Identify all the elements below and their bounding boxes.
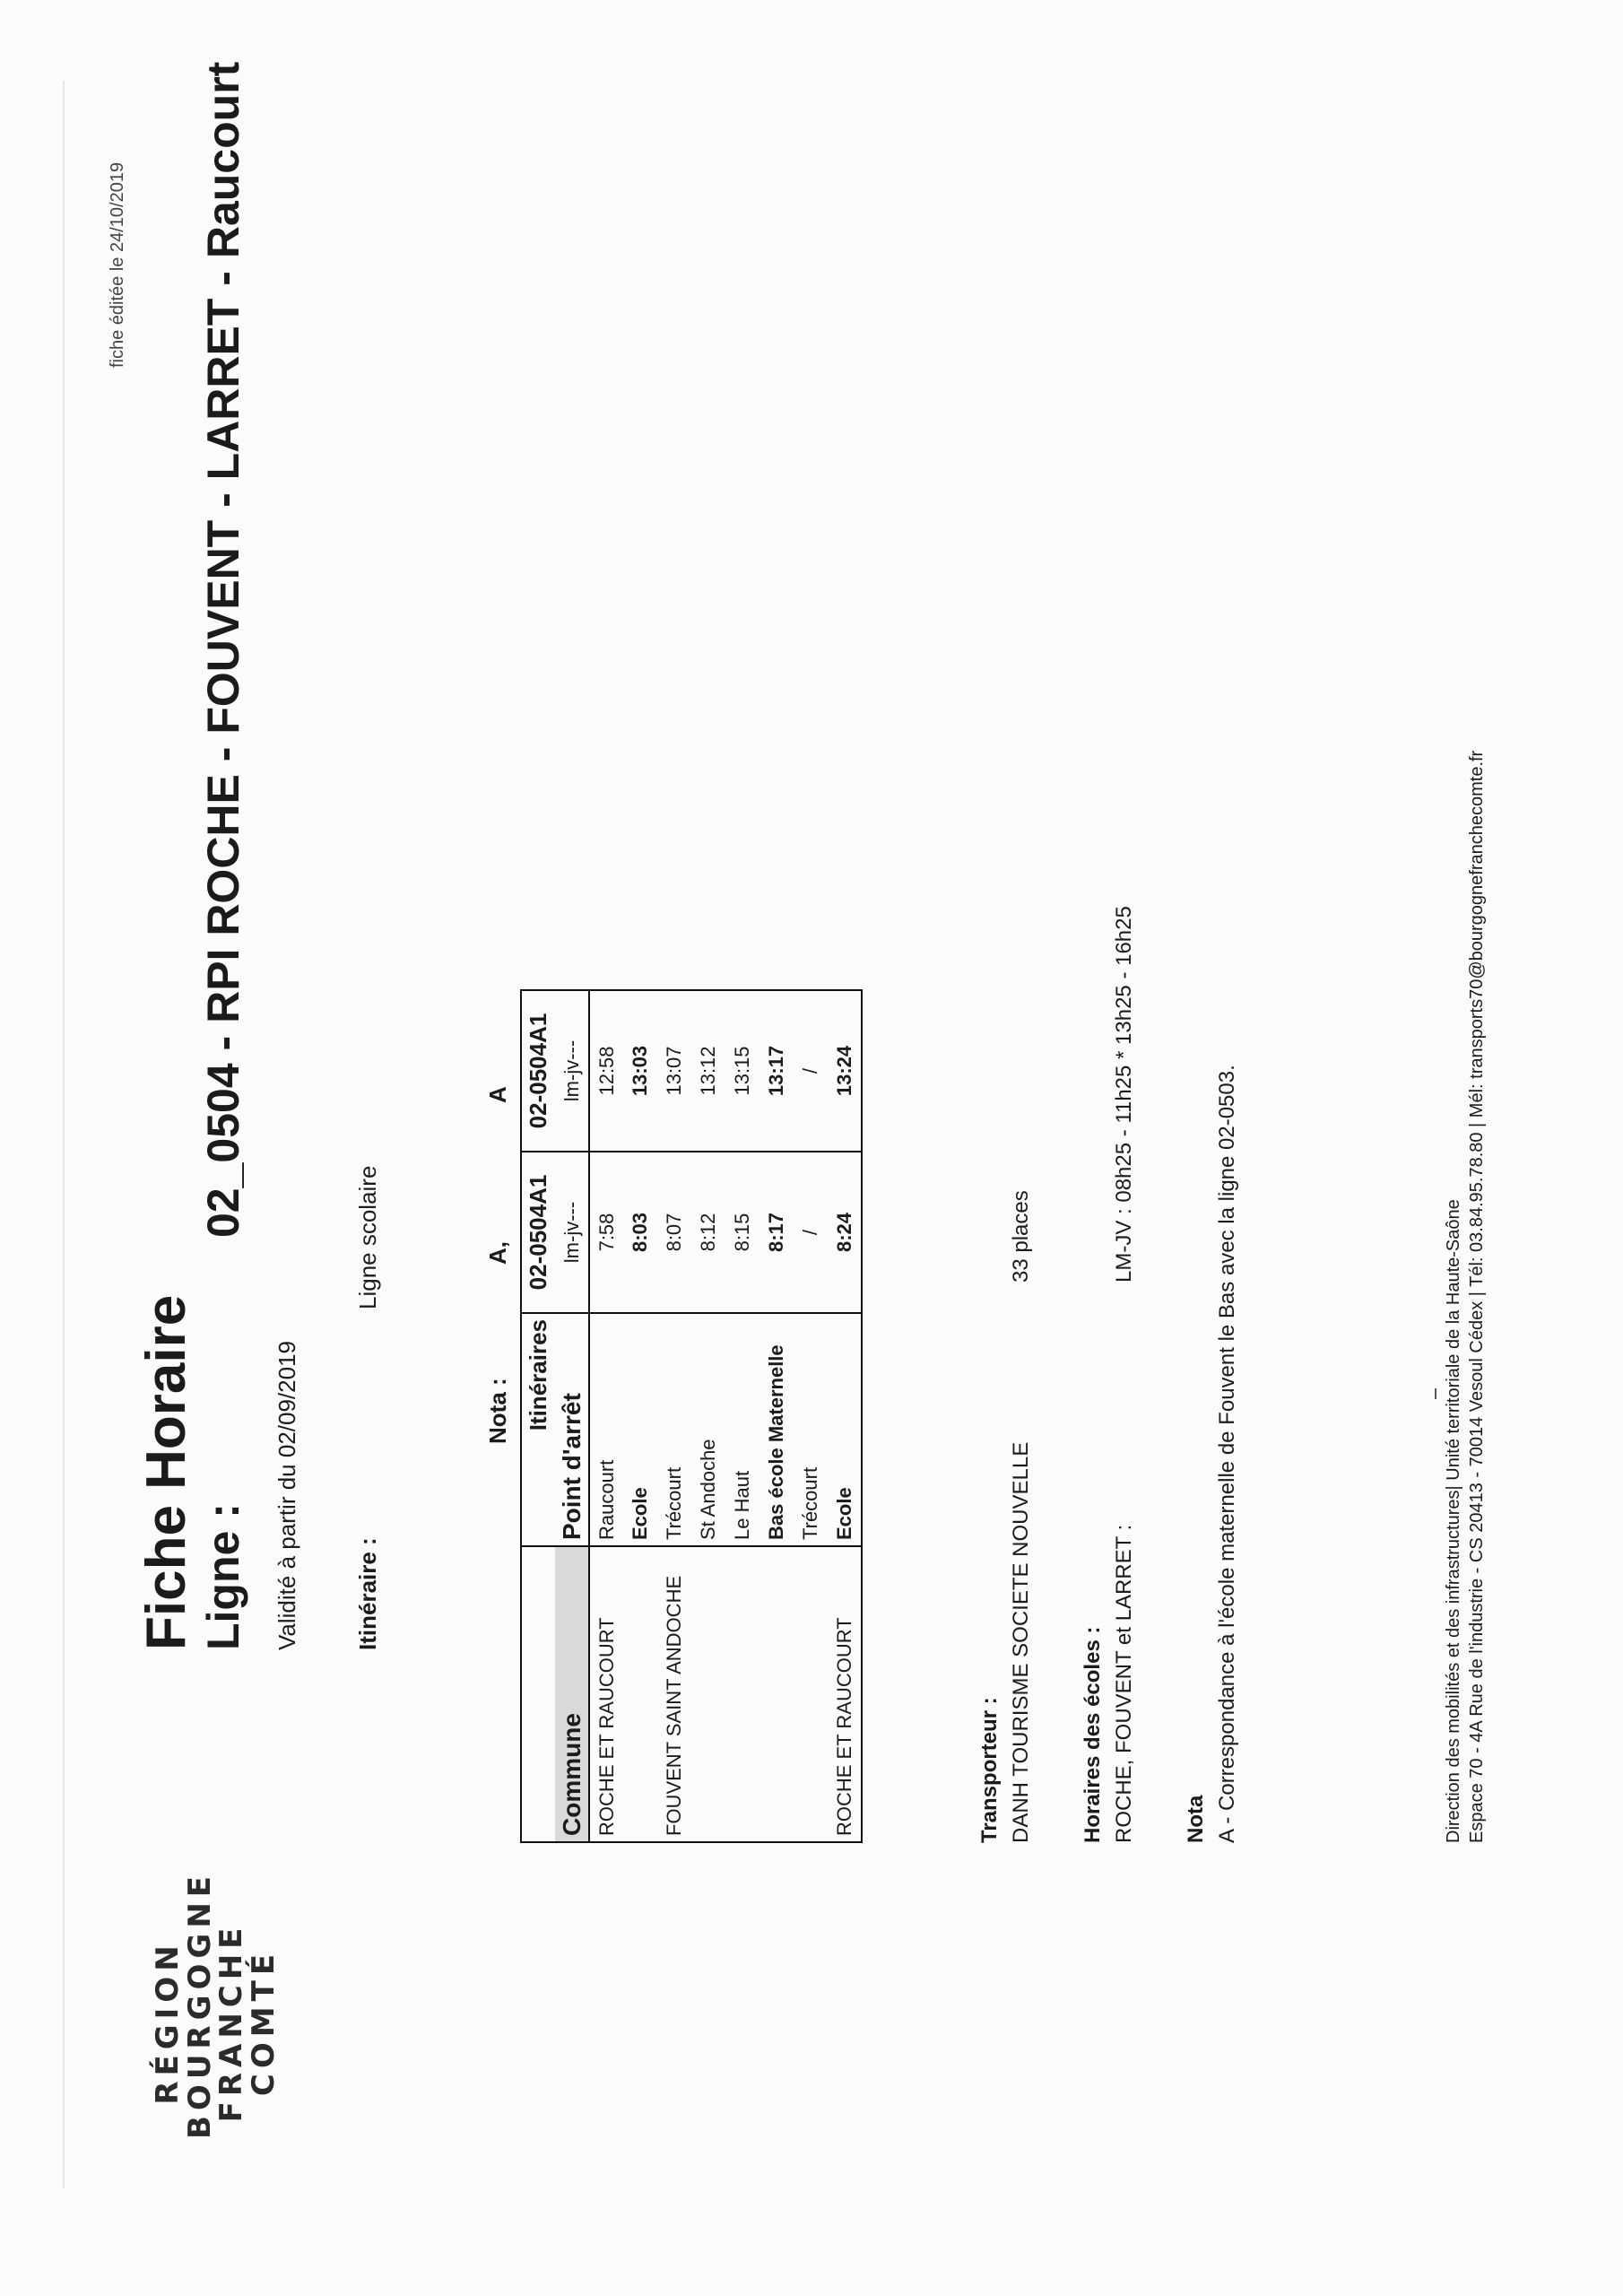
logo-line: RÉGION [150, 1940, 186, 2105]
commune-cell [691, 1546, 725, 1842]
logo-line: COMTÉ [246, 1948, 282, 2097]
nota-text: A - Correspondance à l'école maternelle de Fouvent le Bas avec la ligne 02-0503. [1215, 1065, 1239, 1843]
transporteur-name: DANH TOURISME SOCIETE NOUVELLE [1009, 1441, 1033, 1843]
page-title: Fiche Horaire [135, 1294, 197, 1650]
horaires-ecoles: ROCHE, FOUVENT et LARRET : [1112, 1524, 1136, 1843]
commune-cell: FOUVENT SAINT ANDOCHE [657, 1546, 691, 1842]
footer-line-1: Direction des mobilités et des infrastructures| Unité territoriale de la Haute-Saône [1444, 1199, 1463, 1843]
commune-cell [794, 1546, 828, 1842]
commune-cell [623, 1546, 657, 1842]
time-cell: 8:03 [623, 1152, 657, 1313]
itinerary-header-row [521, 990, 555, 1842]
edition-date: fiche éditée le 24/10/2019 [108, 161, 127, 368]
stop-cell: Trécourt [657, 1313, 691, 1546]
time-cell: 8:17 [759, 1152, 794, 1313]
horaires-label: Horaires des écoles : [1081, 1626, 1105, 1843]
time-cell: 8:15 [725, 1152, 759, 1313]
itinerary-label: Itinéraire : [354, 1537, 381, 1650]
logo-line: BOURGOGNE [181, 1870, 218, 2139]
time-cell: 13:15 [731, 1046, 753, 1096]
time-cell: 8:12 [691, 1152, 725, 1313]
time-cell: 8:24 [828, 1152, 862, 1313]
time-cell: 13:17 [765, 1045, 787, 1097]
nota-col-1: A, [484, 1241, 511, 1265]
horaires-times: LM-JV : 08h25 - 11h25 * 13h25 - 16h25 [1112, 906, 1136, 1283]
commune-cell [759, 1546, 794, 1842]
stop-cell: Raucourt [589, 1313, 623, 1546]
table-row [589, 990, 623, 1842]
itineraires-label: Itinéraires [521, 1313, 555, 1546]
stop-cell: St Andoche [691, 1313, 725, 1546]
stop-cell: Le Haut [725, 1313, 759, 1546]
commune-cell: ROCHE ET RAUCOURT [589, 1546, 623, 1842]
stop-cell: Ecole [828, 1313, 862, 1546]
schedule-rows [589, 990, 862, 1842]
commune-cell: ROCHE ET RAUCOURT [828, 1546, 862, 1842]
time-cell: 8:07 [657, 1152, 691, 1313]
time-cell: 13:24 [832, 1045, 855, 1097]
time-cell: 12:58 [595, 1046, 618, 1096]
transporteur-label: Transporteur : [977, 1697, 1002, 1843]
table-row [759, 990, 794, 1842]
stop-cell: Trécourt [794, 1313, 828, 1546]
ligne-name: 02_0504 - RPI ROCHE - FOUVENT - LARRET - Raucourt [198, 61, 248, 1238]
point-header: Point d'arrêt [555, 1313, 589, 1546]
nota-label: Nota : [484, 1378, 511, 1444]
nota-col-2: A [484, 1086, 511, 1103]
time-cell: 13:03 [629, 1045, 651, 1097]
stop-cell: Ecole [623, 1313, 657, 1546]
commune-header: Commune [555, 1546, 589, 1842]
table-row [657, 990, 691, 1842]
table-row [725, 990, 759, 1842]
time-cell: 13:12 [697, 1046, 719, 1096]
commune-cell [725, 1546, 759, 1842]
ligne-label: Ligne : [198, 1503, 248, 1650]
days-col-1: lm-jv--- [555, 1152, 589, 1313]
table-row [691, 990, 725, 1842]
logo-line: FRANCHE [213, 1922, 250, 2123]
time-cell: / [799, 1067, 821, 1074]
time-cell: 7:58 [589, 1152, 623, 1313]
stop-cell: Bas école Maternelle [759, 1313, 794, 1546]
table-row [794, 990, 828, 1842]
validity-date: Validité à partir du 02/09/2019 [273, 1341, 300, 1650]
time-cell: / [794, 1152, 828, 1313]
time-cell: 13:07 [663, 1046, 685, 1096]
table-row [623, 990, 657, 1842]
itinerary-code-2: 02-0504A1 [525, 1013, 551, 1129]
empty-header-cell [521, 1546, 555, 1842]
region-logo [150, 1870, 282, 2139]
nota-section-label: Nota [1184, 1795, 1208, 1843]
places-count: 33 places [1009, 1190, 1033, 1283]
column-header-row [555, 990, 589, 1842]
days-col-2: lm-jv--- [555, 990, 589, 1152]
schedule-table [520, 989, 863, 1843]
table-row [828, 990, 862, 1842]
itinerary-value: Ligne scolaire [354, 1165, 381, 1309]
itinerary-code-1: 02-0504A1 [521, 1152, 555, 1313]
footer-line-2: Espace 70 - 4A Rue de l'industrie - CS 20413 - 70014 Vesoul Cédex | Tél: 03.84.95.78.80 | Mél: transports70@bourgognefranchecomte.fr [1467, 750, 1487, 1843]
divider-mark [1435, 1388, 1436, 1399]
